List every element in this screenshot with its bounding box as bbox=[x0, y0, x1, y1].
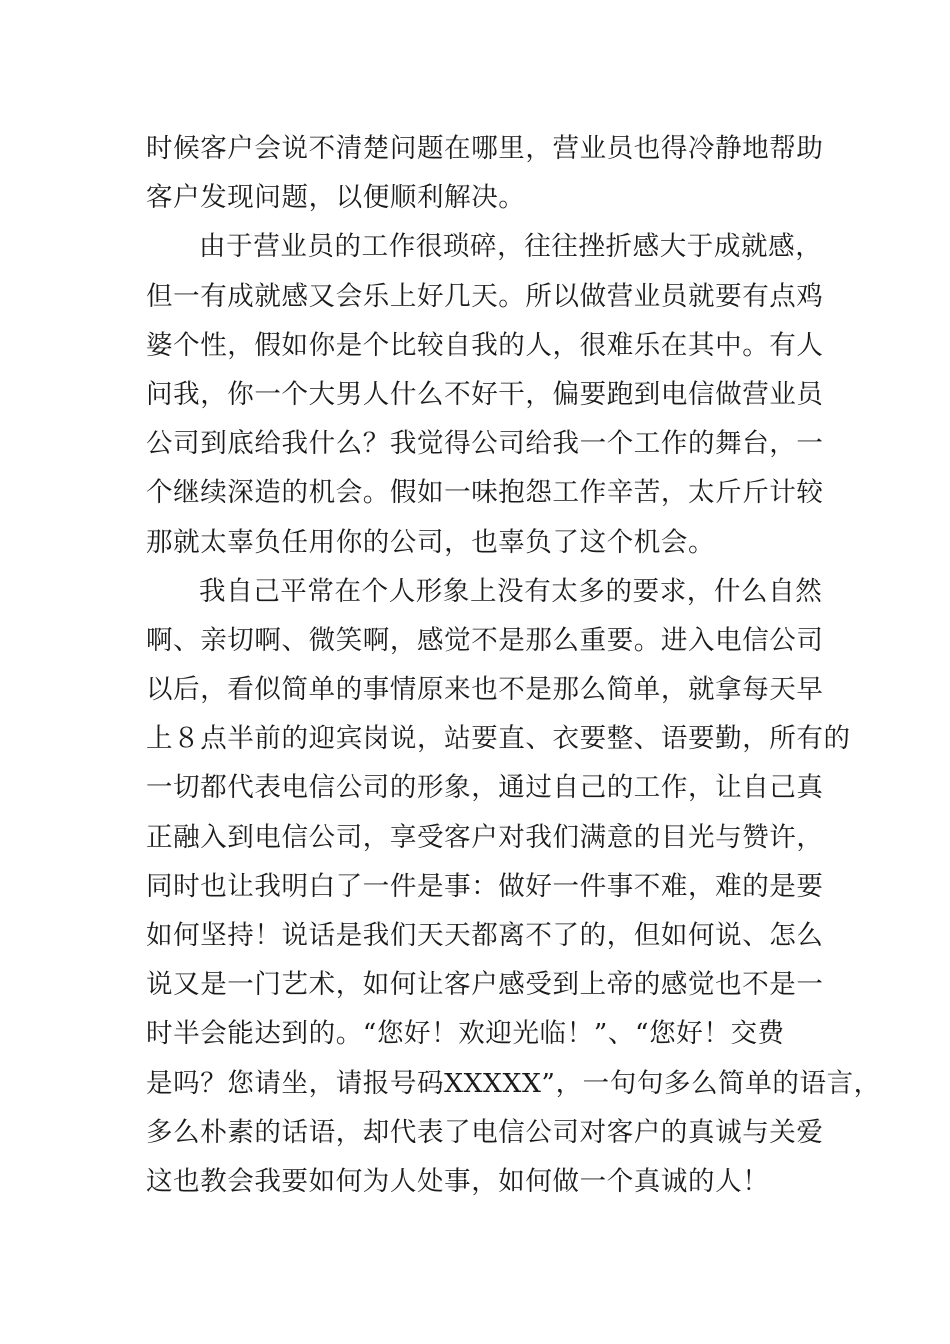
paragraph-3 bbox=[146, 567, 881, 1206]
text-line: 是吗？您请坐，请报号码XXXXX”，一句句多么简单的语言， bbox=[146, 1067, 881, 1099]
text-line: 由于营业员的工作很琐碎，往往挫折感大于成就感， bbox=[199, 231, 823, 263]
text-line: 那就太辜负任用你的公司，也辜负了这个机会。 bbox=[146, 526, 716, 558]
text-line: 个继续深造的机会。假如一味抱怨工作辛苦，太斤斤计较 bbox=[146, 477, 824, 509]
text-line: 一切都代表电信公司的形象，通过自己的工作，让自己真 bbox=[146, 772, 824, 804]
text-line: 如何坚持！说话是我们天天都离不了的，但如何说、怎么 bbox=[146, 920, 824, 951]
text-line: 公司到底给我什么？我觉得公司给我一个工作的舞台，一 bbox=[146, 428, 824, 460]
paragraph-1 bbox=[146, 124, 826, 222]
text-line: 时候客户会说不清楚问题在哪里，营业员也得冷静地帮助 bbox=[146, 133, 824, 164]
text-line: 啊、亲切啊、微笑啊，感觉不是那么重要。进入电信公司 bbox=[146, 624, 824, 656]
text-line: 说又是一门艺术，如何让客户感受到上帝的感觉也不是一 bbox=[146, 969, 824, 1001]
text-line: 这也教会我要如何为人处事，如何做一个真诚的人！ bbox=[146, 1165, 770, 1197]
text-line: 以后，看似简单的事情原来也不是那么简单，就拿每天早 bbox=[146, 674, 824, 706]
paragraph-2 bbox=[146, 222, 826, 566]
document-body bbox=[146, 124, 881, 1206]
text-line: 我自己平常在个人形象上没有太多的要求，什么自然 bbox=[199, 575, 823, 607]
text-line: 婆个性，假如你是个比较自我的人，很难乐在其中。有人 bbox=[146, 329, 824, 361]
text-line: 正融入到电信公司，享受客户对我们满意的目光与赞许， bbox=[146, 821, 824, 853]
text-line: 但一有成就感又会乐上好几天。所以做营业员就要有点鸡 bbox=[146, 280, 824, 312]
text-line: 上８点半前的迎宾岗说，站要直、衣要整、语要勤，所有的 bbox=[146, 723, 851, 755]
text-line: 客户发现问题，以便顺利解决。 bbox=[146, 182, 526, 214]
text-line: 多么朴素的话语，却代表了电信公司对客户的真诚与关爱 bbox=[146, 1116, 824, 1148]
text-line: 时半会能达到的。“您好！欢迎光临！”、“您好！交费 bbox=[146, 1018, 785, 1050]
text-line: 问我，你一个大男人什么不好干，偏要跑到电信做营业员 bbox=[146, 378, 824, 410]
text-line: 同时也让我明白了一件是事：做好一件事不难，难的是要 bbox=[146, 870, 824, 902]
